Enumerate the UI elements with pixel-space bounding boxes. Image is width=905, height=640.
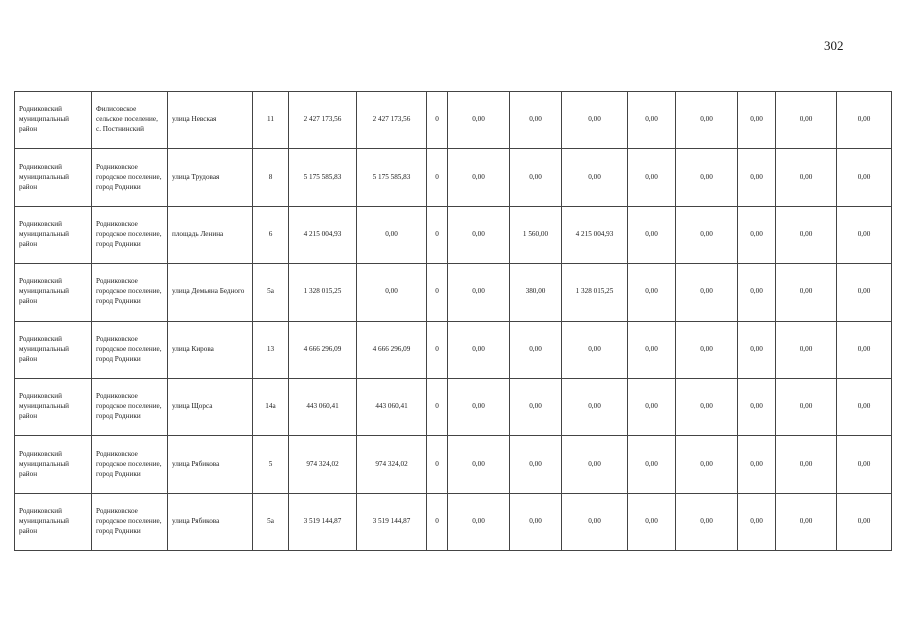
amount-cell: 0,00	[448, 378, 510, 435]
amount-cell: 380,00	[510, 264, 562, 321]
amount-cell: 4 666 296,09	[357, 321, 427, 378]
amount-cell: 0,00	[776, 378, 837, 435]
amount-cell: 0,00	[776, 149, 837, 206]
amount-cell: 0,00	[510, 493, 562, 550]
amount-cell: 0,00	[448, 149, 510, 206]
amount-cell: 0,00	[676, 436, 738, 493]
amount-cell: 0,00	[837, 264, 892, 321]
amount-cell: 0,00	[628, 264, 676, 321]
house-number-cell: 11	[253, 92, 289, 149]
amount-cell: 0,00	[676, 321, 738, 378]
amount-cell: 0,00	[676, 493, 738, 550]
amount-cell: 0,00	[448, 264, 510, 321]
table-row	[15, 436, 892, 493]
amount-cell: 0,00	[510, 149, 562, 206]
amount-cell: 0,00	[562, 149, 628, 206]
house-number-cell: 14а	[253, 378, 289, 435]
amount-cell: 0,00	[738, 493, 776, 550]
amount-cell: 0,00	[837, 92, 892, 149]
amount-cell: 0,00	[510, 436, 562, 493]
district-cell: Родниковский муниципальный район	[15, 436, 92, 493]
amount-cell: 0,00	[510, 321, 562, 378]
amount-cell: 0,00	[448, 493, 510, 550]
amount-cell: 0,00	[837, 149, 892, 206]
amount-cell: 4 215 004,93	[562, 206, 628, 263]
table-row	[15, 149, 892, 206]
street-cell: улица Рябикова	[168, 493, 253, 550]
page-number: 302	[824, 38, 844, 53]
amount-total-cell: 4 215 004,93	[289, 206, 357, 263]
amount-cell: 0,00	[776, 92, 837, 149]
house-number-cell: 5а	[253, 493, 289, 550]
amount-cell: 0,00	[562, 493, 628, 550]
amount-cell: 0,00	[837, 321, 892, 378]
district-cell: Родниковский муниципальный район	[15, 92, 92, 149]
amount-cell: 0,00	[776, 206, 837, 263]
table-row	[15, 493, 892, 550]
amount-cell: 0,00	[448, 321, 510, 378]
amount-cell: 0,00	[628, 436, 676, 493]
street-cell: улица Щорса	[168, 378, 253, 435]
amount-cell: 0,00	[776, 264, 837, 321]
amount-cell: 0,00	[448, 92, 510, 149]
amount-cell: 1 560,00	[510, 206, 562, 263]
table-row	[15, 378, 892, 435]
table-row	[15, 264, 892, 321]
house-number-cell: 5а	[253, 264, 289, 321]
amount-cell: 0,00	[562, 321, 628, 378]
amount-cell: 0	[427, 436, 448, 493]
settlement-cell: Родниковское городское поселение, город Родники	[92, 149, 168, 206]
amount-cell: 0	[427, 378, 448, 435]
amount-cell: 0,00	[837, 436, 892, 493]
amount-cell: 0	[427, 149, 448, 206]
street-cell: улица Невская	[168, 92, 253, 149]
amount-cell: 0,00	[510, 378, 562, 435]
amount-cell: 0,00	[628, 493, 676, 550]
amount-cell: 0,00	[448, 436, 510, 493]
settlement-cell: Родниковское городское поселение, город Родники	[92, 321, 168, 378]
amount-cell: 0,00	[357, 264, 427, 321]
amount-cell: 0,00	[357, 206, 427, 263]
amount-cell: 0,00	[562, 436, 628, 493]
amount-cell: 0,00	[738, 149, 776, 206]
amount-cell: 0	[427, 206, 448, 263]
street-cell: улица Демьяна Бедного	[168, 264, 253, 321]
amount-cell: 0,00	[837, 378, 892, 435]
amount-cell: 0,00	[738, 92, 776, 149]
amount-total-cell: 2 427 173,56	[289, 92, 357, 149]
data-table	[14, 91, 892, 551]
district-cell: Родниковский муниципальный район	[15, 493, 92, 550]
street-cell: площадь Ленина	[168, 206, 253, 263]
table-row	[15, 206, 892, 263]
amount-cell: 0,00	[776, 493, 837, 550]
settlement-cell: Родниковское городское поселение, город Родники	[92, 206, 168, 263]
settlement-cell: Родниковское городское поселение, город Родники	[92, 436, 168, 493]
amount-cell: 0	[427, 264, 448, 321]
amount-cell: 0,00	[837, 493, 892, 550]
district-cell: Родниковский муниципальный район	[15, 206, 92, 263]
table-row	[15, 92, 892, 149]
settlement-cell: Родниковское городское поселение, город Родники	[92, 378, 168, 435]
district-cell: Родниковский муниципальный район	[15, 321, 92, 378]
amount-cell: 0,00	[837, 206, 892, 263]
amount-total-cell: 1 328 015,25	[289, 264, 357, 321]
amount-cell: 2 427 173,56	[357, 92, 427, 149]
settlement-cell: Родниковское городское поселение, город Родники	[92, 264, 168, 321]
amount-cell: 0,00	[738, 321, 776, 378]
amount-cell: 0,00	[448, 206, 510, 263]
amount-cell: 0,00	[738, 378, 776, 435]
amount-cell: 0,00	[738, 206, 776, 263]
amount-cell: 0,00	[562, 378, 628, 435]
house-number-cell: 6	[253, 206, 289, 263]
district-cell: Родниковский муниципальный район	[15, 264, 92, 321]
amount-cell: 0,00	[676, 92, 738, 149]
amount-cell: 0,00	[510, 92, 562, 149]
amount-cell: 0,00	[628, 378, 676, 435]
house-number-cell: 8	[253, 149, 289, 206]
amount-cell: 0,00	[676, 149, 738, 206]
amount-cell: 0,00	[676, 206, 738, 263]
amount-total-cell: 4 666 296,09	[289, 321, 357, 378]
district-cell: Родниковский муниципальный район	[15, 149, 92, 206]
amount-cell: 1 328 015,25	[562, 264, 628, 321]
amount-total-cell: 5 175 585,83	[289, 149, 357, 206]
amount-cell: 5 175 585,83	[357, 149, 427, 206]
amount-cell: 0,00	[628, 206, 676, 263]
house-number-cell: 5	[253, 436, 289, 493]
amount-cell: 0,00	[776, 436, 837, 493]
amount-cell: 0	[427, 321, 448, 378]
amount-cell: 0,00	[562, 92, 628, 149]
amount-cell: 0,00	[776, 321, 837, 378]
table-row	[15, 321, 892, 378]
amount-cell: 0,00	[628, 149, 676, 206]
amount-total-cell: 974 324,02	[289, 436, 357, 493]
amount-cell: 0	[427, 493, 448, 550]
district-cell: Родниковский муниципальный район	[15, 378, 92, 435]
amount-cell: 0,00	[676, 264, 738, 321]
amount-cell: 443 060,41	[357, 378, 427, 435]
house-number-cell: 13	[253, 321, 289, 378]
amount-cell: 0	[427, 92, 448, 149]
amount-cell: 0,00	[676, 378, 738, 435]
settlement-cell: Филисовское сельское поселение, с. Постнинский	[92, 92, 168, 149]
settlement-cell: Родниковское городское поселение, город Родники	[92, 493, 168, 550]
amount-cell: 0,00	[738, 264, 776, 321]
amount-total-cell: 443 060,41	[289, 378, 357, 435]
street-cell: улица Трудовая	[168, 149, 253, 206]
amount-cell: 974 324,02	[357, 436, 427, 493]
amount-total-cell: 3 519 144,87	[289, 493, 357, 550]
amount-cell: 0,00	[628, 92, 676, 149]
street-cell: улица Рябикова	[168, 436, 253, 493]
amount-cell: 0,00	[628, 321, 676, 378]
amount-cell: 3 519 144,87	[357, 493, 427, 550]
amount-cell: 0,00	[738, 436, 776, 493]
street-cell: улица Кирова	[168, 321, 253, 378]
